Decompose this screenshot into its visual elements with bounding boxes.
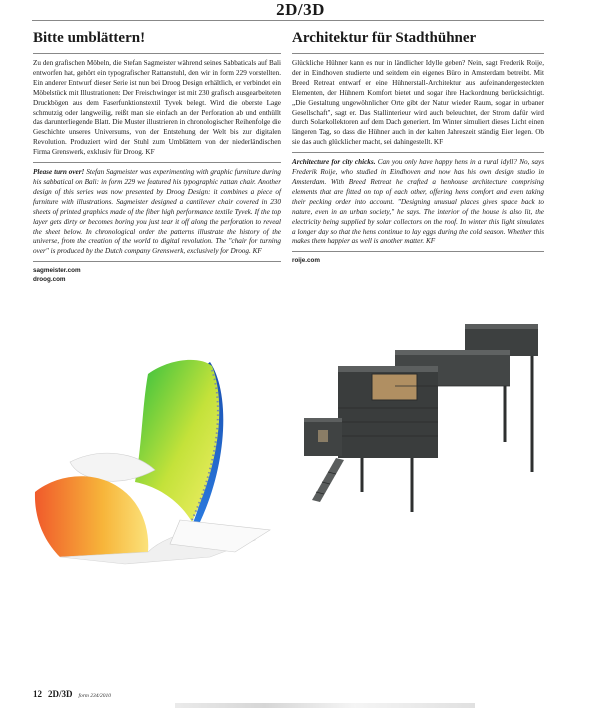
- divider: [292, 251, 544, 252]
- divider: [33, 162, 281, 163]
- credit-roije-link[interactable]: roije.com: [292, 257, 320, 265]
- page-footer: [33, 689, 111, 699]
- footer-issue: form 234/2010: [78, 693, 112, 699]
- article-right-body-de: Glückliche Hühner kann es nur in ländlicher Idylle geben? Nein, sagt Frederik Roije, der in Eindhoven studierte und seitdem ein eigenes Büro in Amsterdam betreibt. Mit Breed Retreat entwarf er eine Hühnerstall-Architektur aus aufeinandergesteckten Elementen, der Hühnern Komfort bietet und sogar ihre Hackordnung berücksichtigt. „Die Gestaltung ungewöhnlicher Orte gibt der Natur wieder Raum, sogar in urbaner Gesellschaft", sagt er. Das Stallinterieur wird auch beleuchtet, der Strom dafür wird durch Solarkollektoren auf dem Dach generiert. Im Winter simuliert dieses Licht einen längeren Tag, so dass die Hühner auch in der kalten Jahreszeit ständig Eier legen. Ob sie das auch glücklicher macht, sei dahingestellt. KF: [292, 59, 544, 147]
- article-right-body-en: [292, 158, 544, 247]
- divider: [292, 53, 544, 54]
- article-right-headline: Architektur für Stadthühner: [292, 30, 477, 46]
- article-left-en-text: Stefan Sagmeister was experimenting with graphic furniture during his sabbatical on Bali: in form 229 we featured his typographic rattan chair. Another design of this series was now presented by Droog Design: it combines a piece of furniture with illustrations. Sagmeister designed a cantilever chair covered in 230 sheets of printed graphics made of the fiber high performance textile Tyvek. If the top layer gets dirty or becomes boring you just tear it off along the perforation to reveal the sheet below. In chronological order the patterns illustrate the history of the universe, from the creation of the world to digital revolution. The "chair for turning over" is produced by the Dutch company Grenswerk, exclusively for Droog. KF: [33, 168, 282, 256]
- article-right: [292, 24, 544, 266]
- article-right-en-text: Can you only have happy hens in a rural idyll? No, says Frederik Roije, who studied in Eindhoven and now has his own design studio in Amsterdam. With Breed Retreat he crafted a henhouse architecture comprising elements that are fitted on top of each other, offering hens comfort and even taking their pecking order into account. "Designing unusual places gives space back to nature, even in an urban society," he says. The interior of the house is also lit, the electricity being supplied by solar collectors on the roof. In winter this light simulates a longer day so that the hens continue to lay eggs during the cold season. Whether this makes them happier as well is another matter. KF: [292, 158, 544, 246]
- divider: [33, 261, 281, 262]
- divider: [292, 152, 544, 153]
- page-number: 12: [33, 689, 42, 699]
- credit-sagmeister-link[interactable]: sagmeister.com: [33, 267, 81, 275]
- article-left-headline: Bitte umblättern!: [33, 30, 146, 46]
- divider: [33, 53, 281, 54]
- breed-retreat-henhouse-photo: [300, 322, 544, 518]
- article-left-en-lead: Please turn over!: [33, 168, 85, 177]
- section-title: 2D/3D: [276, 0, 325, 19]
- top-rule: [32, 20, 544, 21]
- page-bleed: [175, 703, 475, 708]
- credit-droog-link[interactable]: droog.com: [33, 275, 66, 283]
- article-right-en-lead: Architecture for city chicks.: [292, 158, 376, 167]
- footer-section: 2D/3D: [48, 689, 73, 699]
- article-left-body-de: Zu den grafischen Möbeln, die Stefan Sagmeister während seines Sabbaticals auf Bali entworfen hat, gehört ein typografischer Rattanstuhl, den wir in form 229 vorstellten. Ein anderer Entwurf dieser Serie ist nun bei Droog Design erhältlich, er verbindet ein Möbelstück mit Illustrationen: Der Freischwinger ist mit 230 grafisch ausgearbeiteten Druckbögen aus dem Faserfunktionstextil Tyvek belegt. Wird die oberste Lage schmutzig oder langweilig, reißt man sie einfach an der Perforation ab und enthüllt das darunterliegende Blatt. Die Muster illustrieren in chronologischer Reihenfolge die Geschichte unseres Universums, von der Entstehung der Welt bis zur digitalen Revolution. Produziert wird der Stuhl zum Umblättern von der niederländischen Firma Grenswerk, exklusiv für Droog. KF: [33, 59, 281, 157]
- article-left: [33, 24, 281, 284]
- article-left-body-en: [33, 168, 281, 257]
- page-turn-chair-photo: [30, 352, 290, 567]
